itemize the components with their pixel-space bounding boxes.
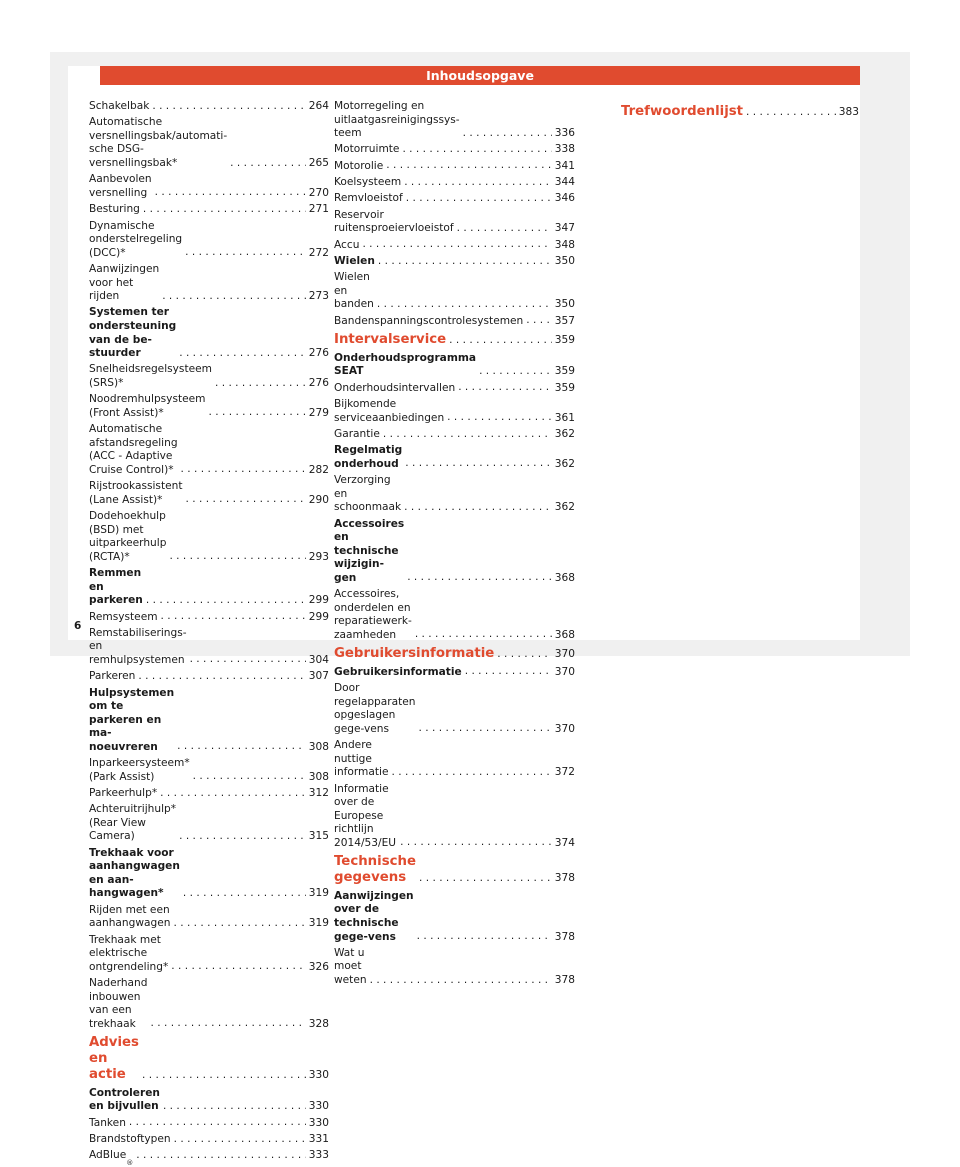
toc-entry-page: 359	[554, 334, 575, 347]
dot-leader	[215, 378, 306, 389]
toc-entry-title: Accessoires en technische wijzigin-gen	[334, 517, 405, 584]
toc-entry-page: 312	[308, 787, 329, 800]
toc-entry-title: Motorregeling en uitlaatgasreinigingssys-teem	[334, 100, 460, 140]
toc-entry[interactable]	[334, 160, 575, 174]
toc-entry-title: Trekhaak met elektrische ontgrendeling*	[89, 933, 169, 973]
toc-entry-title: Gebruikersinformatie	[334, 646, 495, 662]
toc-entry-page: 304	[308, 653, 329, 666]
toc-section-heading[interactable]	[89, 1035, 329, 1083]
toc-entry-title: Gebruikersinformatie	[334, 665, 462, 678]
dot-leader	[407, 572, 552, 583]
toc-entry-title: Aanwijzingen voor het rijden	[89, 263, 160, 303]
dot-leader	[142, 1070, 306, 1081]
toc-entry-page: 357	[554, 314, 575, 327]
toc-entry[interactable]	[334, 192, 575, 206]
toc-entry-page: 276	[308, 347, 329, 360]
toc-entry-title: Wat u moet weten	[334, 946, 367, 986]
toc-entry-page: 330	[308, 1100, 329, 1113]
toc-entry[interactable]	[334, 382, 575, 396]
dot-leader	[457, 223, 552, 234]
toc-entry[interactable]	[334, 143, 575, 157]
dot-leader	[138, 671, 305, 682]
dot-leader	[415, 629, 552, 640]
toc-entry[interactable]	[334, 682, 575, 736]
dot-leader	[186, 494, 306, 505]
toc-entry[interactable]: AdBlue ® . . . 333	[89, 1149, 329, 1163]
dot-leader	[362, 239, 551, 250]
toc-entry-title: Naderhand inbouwen van een trekhaak	[89, 977, 148, 1030]
toc-entry-page: 378	[554, 973, 575, 986]
toc-entry-title: Door regelapparaten opgeslagen gege-vens	[334, 682, 416, 735]
toc-entry-title: Besturing	[89, 203, 140, 216]
toc-section-heading[interactable]	[334, 854, 575, 886]
toc-entry-page: 319	[308, 887, 329, 900]
toc-column-1	[89, 100, 329, 1166]
dot-leader	[400, 837, 552, 848]
toc-entry-title: Remstabiliserings- en remhulpsystemen	[89, 626, 187, 666]
toc-entry-title: Motorruimte	[334, 143, 400, 156]
toc-entry-page: 341	[554, 159, 575, 172]
toc-entry-page: 328	[308, 1017, 329, 1030]
toc-entry-page: 330	[308, 1069, 329, 1082]
toc-entry-title: Achteruitrijhulp* (Rear View Camera)	[89, 803, 177, 843]
dot-leader	[136, 1150, 306, 1161]
dot-leader	[391, 767, 551, 778]
toc-entry-title: Rijden met een aanhangwagen	[89, 903, 171, 930]
toc-entry-title: Reservoir ruitensproeiervloeistof	[334, 208, 454, 235]
dot-leader	[190, 654, 306, 665]
toc-entry-page: 264	[308, 100, 329, 112]
toc-entry[interactable]	[334, 271, 575, 312]
toc-entry-title: Koelsysteem	[334, 176, 402, 189]
toc-entry[interactable]	[334, 947, 575, 988]
dot-leader	[405, 458, 552, 469]
dot-leader	[377, 299, 552, 310]
toc-entry-page: 338	[554, 143, 575, 156]
toc-entry-page: 319	[308, 917, 329, 930]
toc-entry-page: 290	[308, 493, 329, 506]
toc-entry[interactable]	[89, 687, 329, 755]
toc-entry-page: 336	[554, 127, 575, 140]
toc-entry[interactable]	[89, 510, 329, 564]
toc-entry-title: Systemen ter ondersteuning van de be-stuurder	[89, 306, 177, 360]
dot-leader	[526, 315, 552, 326]
dot-leader	[129, 1117, 306, 1128]
dot-leader	[183, 888, 306, 899]
toc-entry[interactable]	[334, 209, 575, 236]
toc-entry-title: Intervalservice	[334, 332, 447, 348]
toc-entry[interactable]	[89, 116, 329, 170]
toc-entry-page: 270	[308, 186, 329, 199]
toc-entry-page: 348	[554, 238, 575, 251]
toc-entry[interactable]	[89, 1133, 329, 1147]
toc-entry[interactable]	[89, 627, 329, 668]
toc-entry[interactable]	[334, 352, 575, 379]
dot-leader	[479, 366, 552, 377]
toc-entry[interactable]	[89, 203, 329, 217]
toc-entry-title: Inparkeersysteem* (Park Assist)	[89, 757, 190, 783]
toc-entry[interactable]	[89, 423, 329, 477]
toc-entry[interactable]	[89, 220, 329, 261]
toc-entry[interactable]	[334, 666, 575, 680]
toc-entry-page: 368	[554, 628, 575, 641]
toc-entry-title: Technische gegevens	[334, 854, 416, 886]
dot-leader	[155, 187, 306, 198]
dot-leader	[209, 407, 306, 418]
toc-entry-title: Accu	[334, 238, 360, 251]
toc-entry[interactable]	[334, 100, 575, 141]
toc-entry-page: 307	[308, 670, 329, 683]
dot-leader	[177, 741, 306, 752]
dot-leader	[173, 918, 305, 929]
toc-entry[interactable]	[334, 398, 575, 425]
toc-entry-title: Accessoires, onderdelen en reparatiewerk-zaamheden	[334, 588, 412, 641]
toc-entry-page: 359	[554, 381, 575, 394]
toc-entry-page: 279	[308, 406, 329, 419]
dot-leader	[179, 831, 306, 842]
toc-entry-title: Onderhoudsintervallen	[334, 381, 456, 394]
toc-entry-title: Trekhaak voor aanhangwagen en aan-hangwagen*	[89, 846, 180, 900]
dot-leader	[497, 649, 551, 660]
toc-entry-title: Dodehoekhulp (BSD) met uitparkeerhulp (RCTA)*	[89, 510, 167, 563]
toc-entry[interactable]	[89, 393, 329, 420]
toc-entry[interactable]	[334, 428, 575, 442]
dot-leader	[447, 412, 552, 423]
toc-entry-title: Garantie	[334, 428, 380, 440]
toc-entry[interactable]	[89, 670, 329, 684]
dot-leader	[419, 873, 552, 884]
toc-entry-title: Automatische versnellingsbak/automati-sche DSG-versnellingsbak*	[89, 116, 228, 169]
dot-leader	[174, 1134, 306, 1145]
toc-entry-page: 347	[554, 222, 575, 235]
dot-leader	[402, 144, 551, 155]
toc-entry[interactable]	[89, 977, 329, 1031]
dot-leader	[193, 771, 306, 782]
toc-entry-title: Regelmatig onderhoud	[334, 444, 403, 470]
toc-entry-page: 372	[554, 766, 575, 779]
toc-entry-page: 374	[554, 836, 575, 849]
dot-leader	[179, 348, 306, 359]
dot-leader	[404, 502, 552, 513]
toc-entry-title: Advies en actie	[89, 1035, 139, 1083]
toc-entry-title: Schakelbak	[89, 100, 150, 112]
dot-leader	[185, 247, 306, 258]
dot-leader	[171, 961, 305, 972]
toc-entry-title: Hulpsystemen om te parkeren en ma-noeuvreren	[89, 686, 175, 753]
toc-entry-title: Parkeerhulp*	[89, 787, 158, 800]
toc-entry[interactable]	[89, 173, 329, 200]
page-header: Inhoudsopgave	[100, 66, 860, 85]
toc-entry-title: Aanbevolen versnelling	[89, 173, 152, 199]
toc-entry[interactable]	[334, 474, 575, 515]
toc-entry-title: Automatische afstandsregeling (ACC - Adaptive Cruise Control)*	[89, 423, 178, 476]
toc-entry[interactable]	[334, 890, 575, 944]
dot-leader	[146, 595, 306, 606]
toc-entry-page: 344	[554, 176, 575, 189]
dot-leader	[378, 256, 552, 267]
toc-entry-page: 368	[554, 571, 575, 584]
toc-entry-page: 362	[554, 457, 575, 470]
toc-entry-page: 359	[554, 365, 575, 378]
toc-entry-title: Remvloeistof	[334, 192, 403, 205]
dot-leader	[152, 101, 305, 112]
toc-entry-page: 350	[554, 255, 575, 268]
toc-entry[interactable]	[89, 1117, 329, 1131]
toc-entry-page: 362	[554, 428, 575, 440]
toc-entry-title: Remmen en parkeren	[89, 567, 143, 607]
toc-entry-title: Dynamische onderstelregeling (DCC)*	[89, 219, 183, 259]
toc-entry-page: 362	[554, 501, 575, 514]
toc-entry-title: AdBlue	[89, 1149, 127, 1162]
toc-entry[interactable]	[89, 757, 329, 784]
toc-entry-page: 293	[308, 550, 329, 563]
toc-entry-page: 308	[308, 740, 329, 753]
toc-entry-page: 299	[308, 610, 329, 623]
toc-entry-title: Onderhoudsprogramma SEAT	[334, 351, 477, 378]
toc-entry[interactable]	[89, 611, 329, 625]
toc-section-heading[interactable]	[334, 332, 575, 348]
toc-entry-page: 271	[308, 203, 329, 216]
toc-entry-page: 272	[308, 246, 329, 259]
toc-entry[interactable]	[334, 444, 575, 471]
toc-entry-title: Remsysteem	[89, 610, 158, 623]
toc-entry-page: 330	[308, 1116, 329, 1129]
toc-entry[interactable]	[334, 239, 575, 253]
toc-entry-title: Snelheidsregelsysteem (SRS)*	[89, 363, 212, 389]
toc-entry-title: Aanwijzingen over de technische gege-vens	[334, 889, 414, 943]
dot-leader	[463, 128, 552, 139]
dot-leader	[465, 666, 552, 677]
toc-entry[interactable]	[334, 176, 575, 190]
toc-entry-page: 315	[308, 830, 329, 843]
toc-entry-title: Controleren en bijvullen	[89, 1086, 160, 1113]
dot-leader	[150, 1018, 305, 1029]
toc-entry[interactable]	[334, 739, 575, 780]
toc-entry[interactable]	[89, 934, 329, 975]
toc-entry[interactable]	[334, 783, 575, 851]
toc-entry-title: Motorolie	[334, 159, 384, 172]
toc-entry-page: 265	[308, 156, 329, 169]
toc-entry-title: Brandstoftypen	[89, 1133, 171, 1146]
dot-leader	[449, 335, 552, 346]
toc-entry[interactable]	[89, 100, 329, 114]
dot-leader	[163, 1101, 306, 1112]
toc-entry[interactable]	[334, 255, 575, 269]
dot-leader	[370, 975, 552, 986]
toc-entry[interactable]	[89, 363, 329, 390]
toc-entry-title: Verzorging en schoonmaak	[334, 474, 402, 514]
toc-entry-title: Parkeren	[89, 670, 136, 683]
toc-entry-page: 370	[554, 722, 575, 735]
dot-leader	[386, 160, 552, 171]
toc-entry-title: Noodremhulpsysteem (Front Assist)*	[89, 393, 206, 419]
toc-entry[interactable]	[89, 1087, 329, 1114]
toc-entry-page: 361	[554, 411, 575, 424]
dot-leader	[383, 429, 552, 440]
toc-entry-page: 383	[838, 106, 859, 118]
toc-entry[interactable]	[89, 567, 329, 608]
toc-column-3	[621, 100, 859, 124]
toc-entry-title: Trefwoordenlijst	[621, 104, 744, 119]
dot-leader	[160, 788, 306, 799]
toc-entry-page: 299	[308, 594, 329, 607]
dot-leader	[161, 611, 306, 622]
toc-section-heading[interactable]	[334, 646, 575, 662]
toc-entry-page: 333	[308, 1149, 329, 1162]
toc-entry[interactable]	[89, 480, 329, 507]
toc-entry[interactable]	[334, 588, 575, 642]
toc-entry[interactable]	[89, 306, 329, 360]
dot-leader	[169, 551, 305, 562]
dot-leader	[746, 107, 836, 118]
toc-entry[interactable]	[89, 847, 329, 901]
toc-entry[interactable]	[89, 904, 329, 931]
toc-entry-page: 378	[554, 930, 575, 943]
toc-entry[interactable]	[334, 518, 575, 586]
dot-leader	[406, 193, 552, 204]
toc-entry-title: Tanken	[89, 1116, 126, 1129]
toc-entry-title: Rijstrookassistent (Lane Assist)*	[89, 480, 183, 506]
dot-leader	[417, 931, 552, 942]
toc-entry-page: 350	[554, 298, 575, 311]
dot-leader	[458, 382, 552, 393]
toc-entry-title: Informatie over de Europese richtlijn 2014/53/EU	[334, 782, 397, 849]
toc-entry-page: 282	[308, 463, 329, 476]
toc-entry-page: 326	[308, 960, 329, 973]
toc-entry-page: 273	[308, 290, 329, 303]
dot-leader	[143, 204, 306, 215]
toc-entry[interactable]	[89, 263, 329, 304]
dot-leader	[162, 291, 306, 302]
toc-entry[interactable]	[89, 803, 329, 844]
toc-entry-title: Wielen en banden	[334, 271, 374, 311]
toc-entry-page: 370	[554, 648, 575, 661]
toc-column-2	[334, 100, 575, 990]
toc-entry-title: Andere nuttige informatie	[334, 739, 389, 779]
toc-entry-title: Bijkomende serviceaanbiedingen	[334, 398, 445, 424]
dot-leader	[230, 158, 306, 169]
toc-section-heading[interactable]	[621, 104, 859, 120]
toc-entry-title: Wielen	[334, 255, 375, 268]
toc-entry-page: 378	[554, 872, 575, 885]
toc-entry-page: 308	[308, 770, 329, 783]
toc-entry-page: 276	[308, 376, 329, 389]
dot-leader	[419, 723, 552, 734]
toc-entry[interactable]	[334, 315, 575, 329]
toc-entry-title: Bandenspanningscontrolesystemen	[334, 314, 524, 327]
dot-leader	[404, 177, 552, 188]
toc-entry[interactable]	[89, 787, 329, 801]
toc-entry-page: 331	[308, 1133, 329, 1146]
toc-entry-page: 346	[554, 192, 575, 205]
dot-leader	[181, 464, 306, 475]
toc-entry-page: 370	[554, 665, 575, 678]
page-number: 6	[74, 620, 82, 632]
